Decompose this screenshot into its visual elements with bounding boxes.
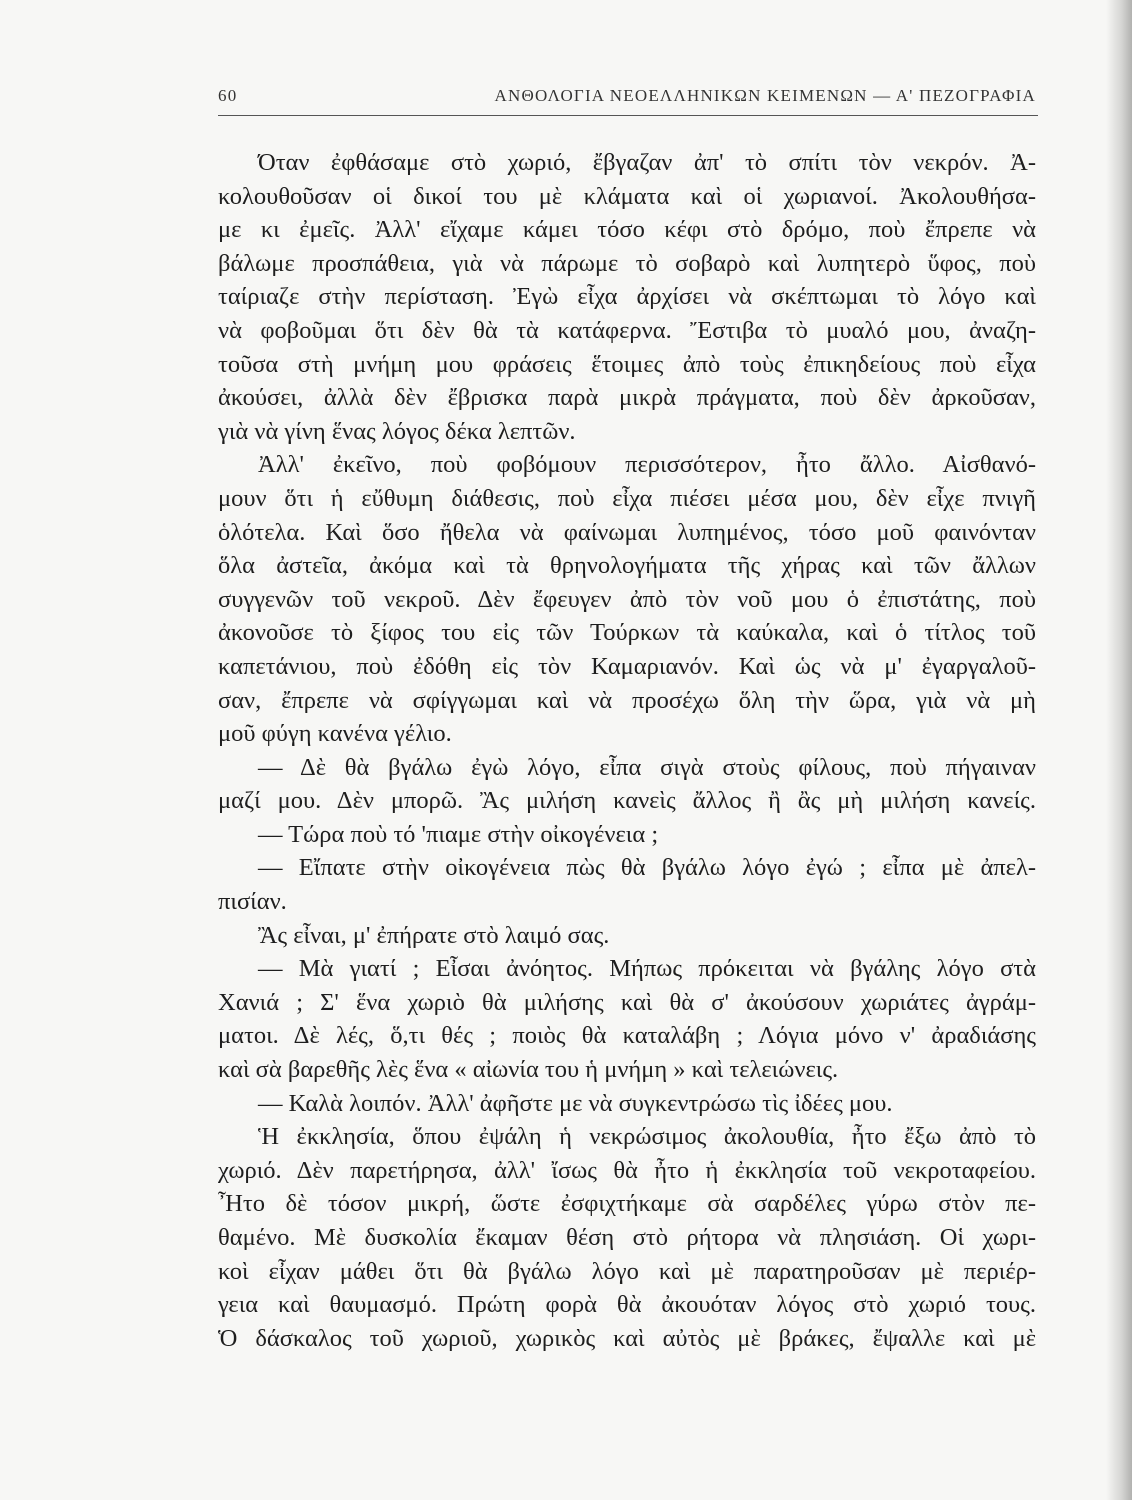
text-line: Ἀλλ' ἐκεῖνο, ποὺ φοβόμουν περισσότερον, ἦτο ἄλλο. Αἰσθανό- <box>258 451 1036 479</box>
text-line: Ὁ δάσκαλος τοῦ χωριοῦ, χωρικὸς καὶ αὐτὸς μὲ βράκες, ἔψαλλε καὶ μὲ <box>218 1324 1036 1352</box>
text-line: χωριό. Δὲν παρετήρησα, ἀλλ' ἴσως θὰ ἦτο ἡ ἐκκλησία τοῦ νεκροταφείου. <box>218 1156 1036 1184</box>
text-line: ἀκονοῦσε τὸ ξίφος του εἰς τῶν Τούρκων τὰ καύκαλα, καὶ ὁ τίτλος τοῦ <box>218 619 1036 647</box>
text-line: νὰ φοβοῦμαι ὅτι δὲν θὰ τὰ κατάφερνα. Ἔστιβα τὸ μυαλό μου, ἀναζη- <box>218 316 1036 344</box>
text-line: ταίριαζε στὴν περίσταση. Ἐγὼ εἶχα ἀρχίσει νὰ σκέπτωμαι τὸ λόγο καὶ <box>218 283 1036 311</box>
text-line: Ἂς εἶναι, μ' ἐπήρατε στὸ λαιμό σας. <box>258 921 610 949</box>
page-number: 60 <box>218 86 238 105</box>
text-line: μοῦ φύγη κανένα γέλιο. <box>218 720 452 748</box>
text-line: μουν ὅτι ἡ εὔθυμη διάθεσις, ποὺ εἶχα πιέσει μέσα μου, δὲν εἶχε πνιγῆ <box>218 484 1036 512</box>
text-line: καὶ σὰ βαρεθῆς λὲς ἕνα « αἰωνία του ἡ μνήμη » καὶ τελειώνεις. <box>218 1056 839 1084</box>
text-line: κοὶ εἶχαν μάθει ὅτι θὰ βγάλω λόγο καὶ μὲ παρατηροῦσαν μὲ περιέρ- <box>218 1257 1036 1285</box>
running-title: ΑΝΘΟΛΟΓΙΑ ΝΕΟΕΛΛΗΝΙΚΩΝ ΚΕΙΜΕΝΩΝ — Α' ΠΕΖΟΓΡΑΦΙΑ <box>494 86 1036 105</box>
text-line: μαζί μου. Δὲν μπορῶ. Ἂς μιλήση κανεὶς ἄλλος ἢ ἂς μὴ μιλήση κανείς. <box>218 787 1036 815</box>
text-line: Ἡ ἐκκλησία, ὅπου ἐψάλη ἡ νεκρώσιμος ἀκολουθία, ἦτο ἔξω ἀπὸ τὸ <box>258 1123 1036 1151</box>
header-rule <box>218 115 1038 116</box>
text-line: — Εἴπατε στὴν οἰκογένεια πὼς θὰ βγάλω λόγο ἐγώ ; εἶπα μὲ ἀπελ- <box>258 854 1036 882</box>
text-line: συγγενῶν τοῦ νεκροῦ. Δὲν ἔφευγεν ἀπὸ τὸν νοῦ μου ὁ ἐπιστάτης, ποὺ <box>218 585 1036 613</box>
text-line: σαν, ἔπρεπε νὰ σφίγγωμαι καὶ νὰ προσέχω ὅλη τὴν ὥρα, γιὰ νὰ μὴ <box>218 686 1036 714</box>
text-line: καπετάνιου, ποὺ ἐδόθη εἰς τὸν Καμαριανόν. Καὶ ὡς νὰ μ' ἐγαργαλοῦ- <box>218 652 1036 680</box>
text-line: — Καλὰ λοιπόν. Ἀλλ' ἀφῆστε με νὰ συγκεντρώσω τὶς ἰδέες μου. <box>258 1089 893 1117</box>
text-line: Όταν ἐφθάσαμε στὸ χωριό, ἔβγαζαν ἀπ' τὸ σπίτι τὸν νεκρόν. Ἀ- <box>258 149 1036 176</box>
text-line: ὁλότελα. Καὶ ὅσο ἤθελα νὰ φαίνωμαι λυπημένος, τόσο μοῦ φαινόνταν <box>218 518 1036 546</box>
text-line: ὅλα ἀστεῖα, ἀκόμα καὶ τὰ θρηνολογήματα τῆς χήρας καὶ τῶν ἄλλων <box>218 552 1036 580</box>
text-line: βάλωμε προσπάθεια, γιὰ νὰ πάρωμε τὸ σοβαρὸ καὶ λυπητερὸ ὕφος, ποὺ <box>218 249 1036 277</box>
text-line: θαμένο. Μὲ δυσκολία ἔκαμαν θέση στὸ ρήτορα νὰ πλησιάση. Οἱ χωρι- <box>218 1224 1036 1251</box>
text-line: με κι ἐμεῖς. Ἀλλ' εἴχαμε κάμει τόσο κέφι στὸ δρόμο, ποὺ ἔπρεπε νὰ <box>218 216 1036 244</box>
text-line: κολουθοῦσαν οἱ δικοί του μὲ κλάματα καὶ οἱ χωριανοί. Ἀκολουθήσα- <box>218 182 1036 210</box>
page-header <box>218 82 1036 116</box>
text-line: — Δὲ θὰ βγάλω ἐγὼ λόγο, εἶπα σιγὰ στοὺς φίλους, ποὺ πήγαιναν <box>258 753 1036 781</box>
text-line: γιὰ νὰ γίνη ἕνας λόγος δέκα λεπτῶν. <box>218 417 576 445</box>
text-line: γεια καὶ θαυμασμό. Πρώτη φορὰ θὰ ἀκουόταν λόγος στὸ χωριό τους. <box>218 1291 1036 1319</box>
text-line: πισίαν. <box>218 888 287 916</box>
text-line: Ἦτο δὲ τόσον μικρή, ὥστε ἐσφιχτήκαμε σὰ σαρδέλες γύρω στὸν πε- <box>218 1190 1036 1218</box>
text-line: — Τώρα ποὺ τό 'πιαμε στὴν οἰκογένεια ; <box>258 820 659 848</box>
text-line: — Μὰ γιατί ; Εἶσαι ἀνόητος. Μήπως πρόκειται νὰ βγάλης λόγο στὰ <box>258 955 1036 983</box>
page-edge-shadow <box>1106 0 1132 1500</box>
text-line: ματοι. Δὲ λές, ὅ,τι θές ; ποιὸς θὰ καταλάβη ; Λόγια μόνο ν' ἀραδιάσης <box>218 1022 1036 1050</box>
text-line: τοῦσα στὴ μνήμη μου φράσεις ἕτοιμες ἀπὸ τοὺς ἐπικηδείους ποὺ εἶχα <box>218 350 1036 378</box>
text-line: Χανιά ; Σ' ἕνα χωριὸ θὰ μιλήσης καὶ θὰ σ' ἀκούσουν χωριάτες ἀγράμ- <box>218 988 1036 1016</box>
body-text <box>218 146 1036 1355</box>
text-line: ἀκούσει, ἀλλὰ δὲν ἔβρισκα παρὰ μικρὰ πράγματα, ποὺ δὲν ἀρκοῦσαν, <box>218 384 1036 412</box>
